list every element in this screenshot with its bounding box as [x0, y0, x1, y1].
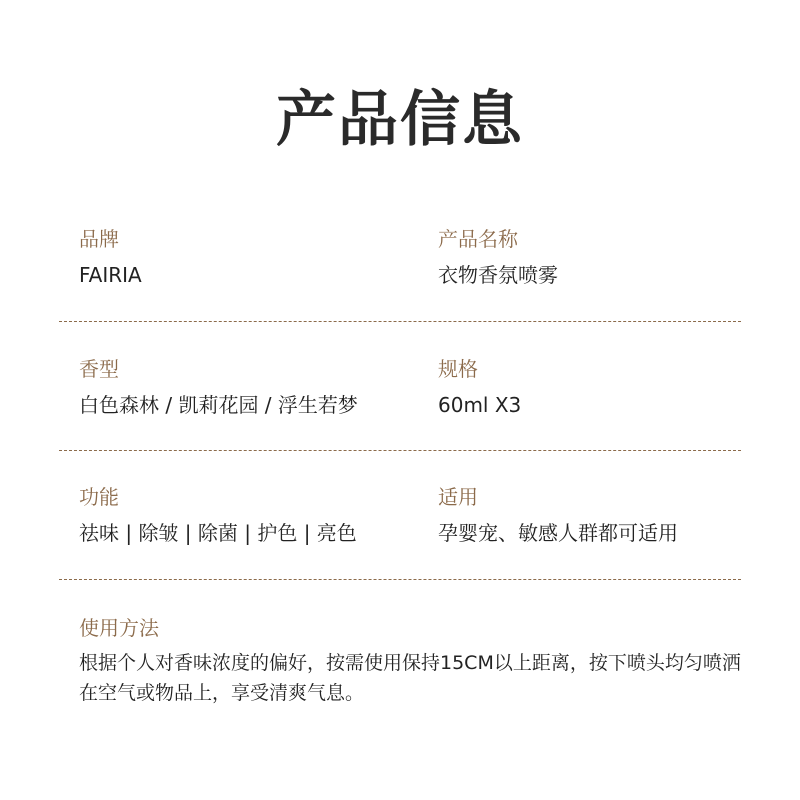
info-cell-scent	[79, 355, 358, 419]
usage-section	[79, 614, 741, 708]
divider	[59, 450, 741, 451]
usage-label: 使用方法	[79, 616, 159, 640]
scent-label: 香型	[79, 357, 119, 381]
suitable-label: 适用	[438, 485, 478, 509]
usage-text: 根据个人对香味浓度的偏好，按需使用保持15CM以上距离，按下喷头均匀喷洒在空气或物品上，享受清爽气息。	[79, 652, 741, 704]
divider	[59, 321, 741, 322]
scent-value: 白色森林 / 凯莉花园 / 浮生若梦	[79, 393, 358, 417]
brand-label: 品牌	[79, 227, 119, 251]
info-cell-brand	[79, 225, 142, 289]
function-value: 祛味 | 除皱 | 除菌 | 护色 | 亮色	[79, 521, 357, 545]
info-cell-function	[79, 483, 357, 547]
brand-value: FAIRIA	[79, 263, 142, 287]
product-name-value: 衣物香氛喷雾	[438, 263, 558, 287]
spec-value: 60ml X3	[438, 393, 522, 417]
product-name-label: 产品名称	[438, 227, 518, 251]
suitable-value: 孕婴宠、敏感人群都可适用	[438, 521, 678, 545]
divider	[59, 579, 741, 580]
info-cell-spec	[438, 355, 521, 419]
function-label: 功能	[79, 485, 119, 509]
spec-label: 规格	[438, 357, 478, 381]
page-title: 产品信息	[276, 85, 524, 155]
info-cell-suitable	[438, 483, 678, 547]
info-cell-product-name	[438, 225, 558, 289]
